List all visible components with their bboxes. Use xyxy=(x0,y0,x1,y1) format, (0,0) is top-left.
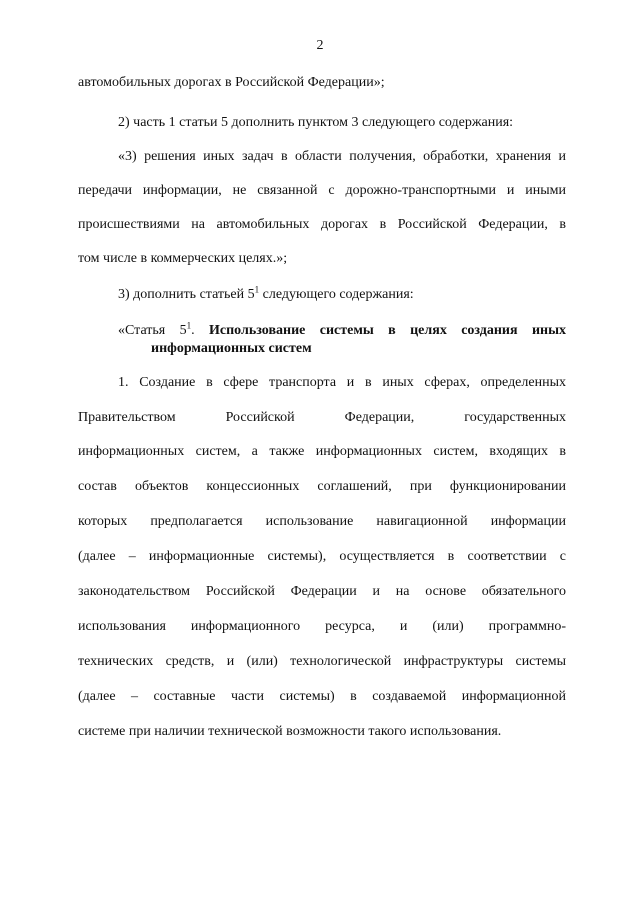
paragraph-1-line-8: использования информационного ресурса, и (или) программно- xyxy=(78,619,566,634)
paragraph-1-line-2: Правительством Российской Федерации, государственных xyxy=(78,410,566,425)
article-heading-prefix-text: «Статья 5 xyxy=(118,323,187,338)
point-3-line-4: том числе в коммерческих целях.»; xyxy=(78,251,288,266)
article-heading-superscript: 1 xyxy=(186,320,192,331)
paragraph-1-line-9: технических средств, и (или) технологической инфраструктуры системы xyxy=(78,654,566,669)
page-number: 2 xyxy=(316,38,324,53)
item-3-text-before: 3) дополнить статьей 5 xyxy=(118,287,255,302)
article-heading-prefix xyxy=(118,320,210,338)
paragraph-1-line-4: состав объектов концессионных соглашений, при функционировании xyxy=(78,479,566,494)
paragraph-1-line-7: законодательством Российской Федерации и на основе обязательного xyxy=(78,584,566,599)
paragraph-1-line-5: которых предполагается использование навигационной информации xyxy=(78,514,566,529)
point-3-line-1: «3) решения иных задач в области получения, обработки, хранения и xyxy=(118,149,566,164)
item-3 xyxy=(118,286,566,304)
article-heading-line-1 xyxy=(118,322,566,340)
intro-line: автомобильных дорогах в Российской Федерации»; xyxy=(78,75,385,90)
article-heading-title-line-1: Использование системы в целях создания иных xyxy=(209,323,567,338)
article-heading-title-line-2: информационных систем xyxy=(151,341,312,356)
item-3-superscript: 1 xyxy=(254,284,260,295)
point-3-line-3: происшествиями на автомобильных дорогах в Российской Федерации, в xyxy=(78,217,566,232)
item-3-text-after: следующего содержания: xyxy=(259,287,414,302)
item-2: 2) часть 1 статьи 5 дополнить пунктом 3 следующего содержания: xyxy=(118,115,514,130)
paragraph-1-line-6: (далее – информационные системы), осуществляется в соответствии с xyxy=(78,549,566,564)
paragraph-1-line-10: (далее – составные части системы) в создаваемой информационной xyxy=(78,689,566,704)
paragraph-1-line-11: системе при наличии технической возможности такого использования. xyxy=(78,724,502,739)
paragraph-1-line-3: информационных систем, а также информационных систем, входящих в xyxy=(78,444,566,459)
paragraph-1-line-1: 1. Создание в сфере транспорта и в иных сферах, определенных xyxy=(118,375,566,390)
article-heading-prefix-end: . xyxy=(191,323,210,338)
point-3-line-2: передачи информации, не связанной с дорожно-транспортными и иными xyxy=(78,183,566,198)
